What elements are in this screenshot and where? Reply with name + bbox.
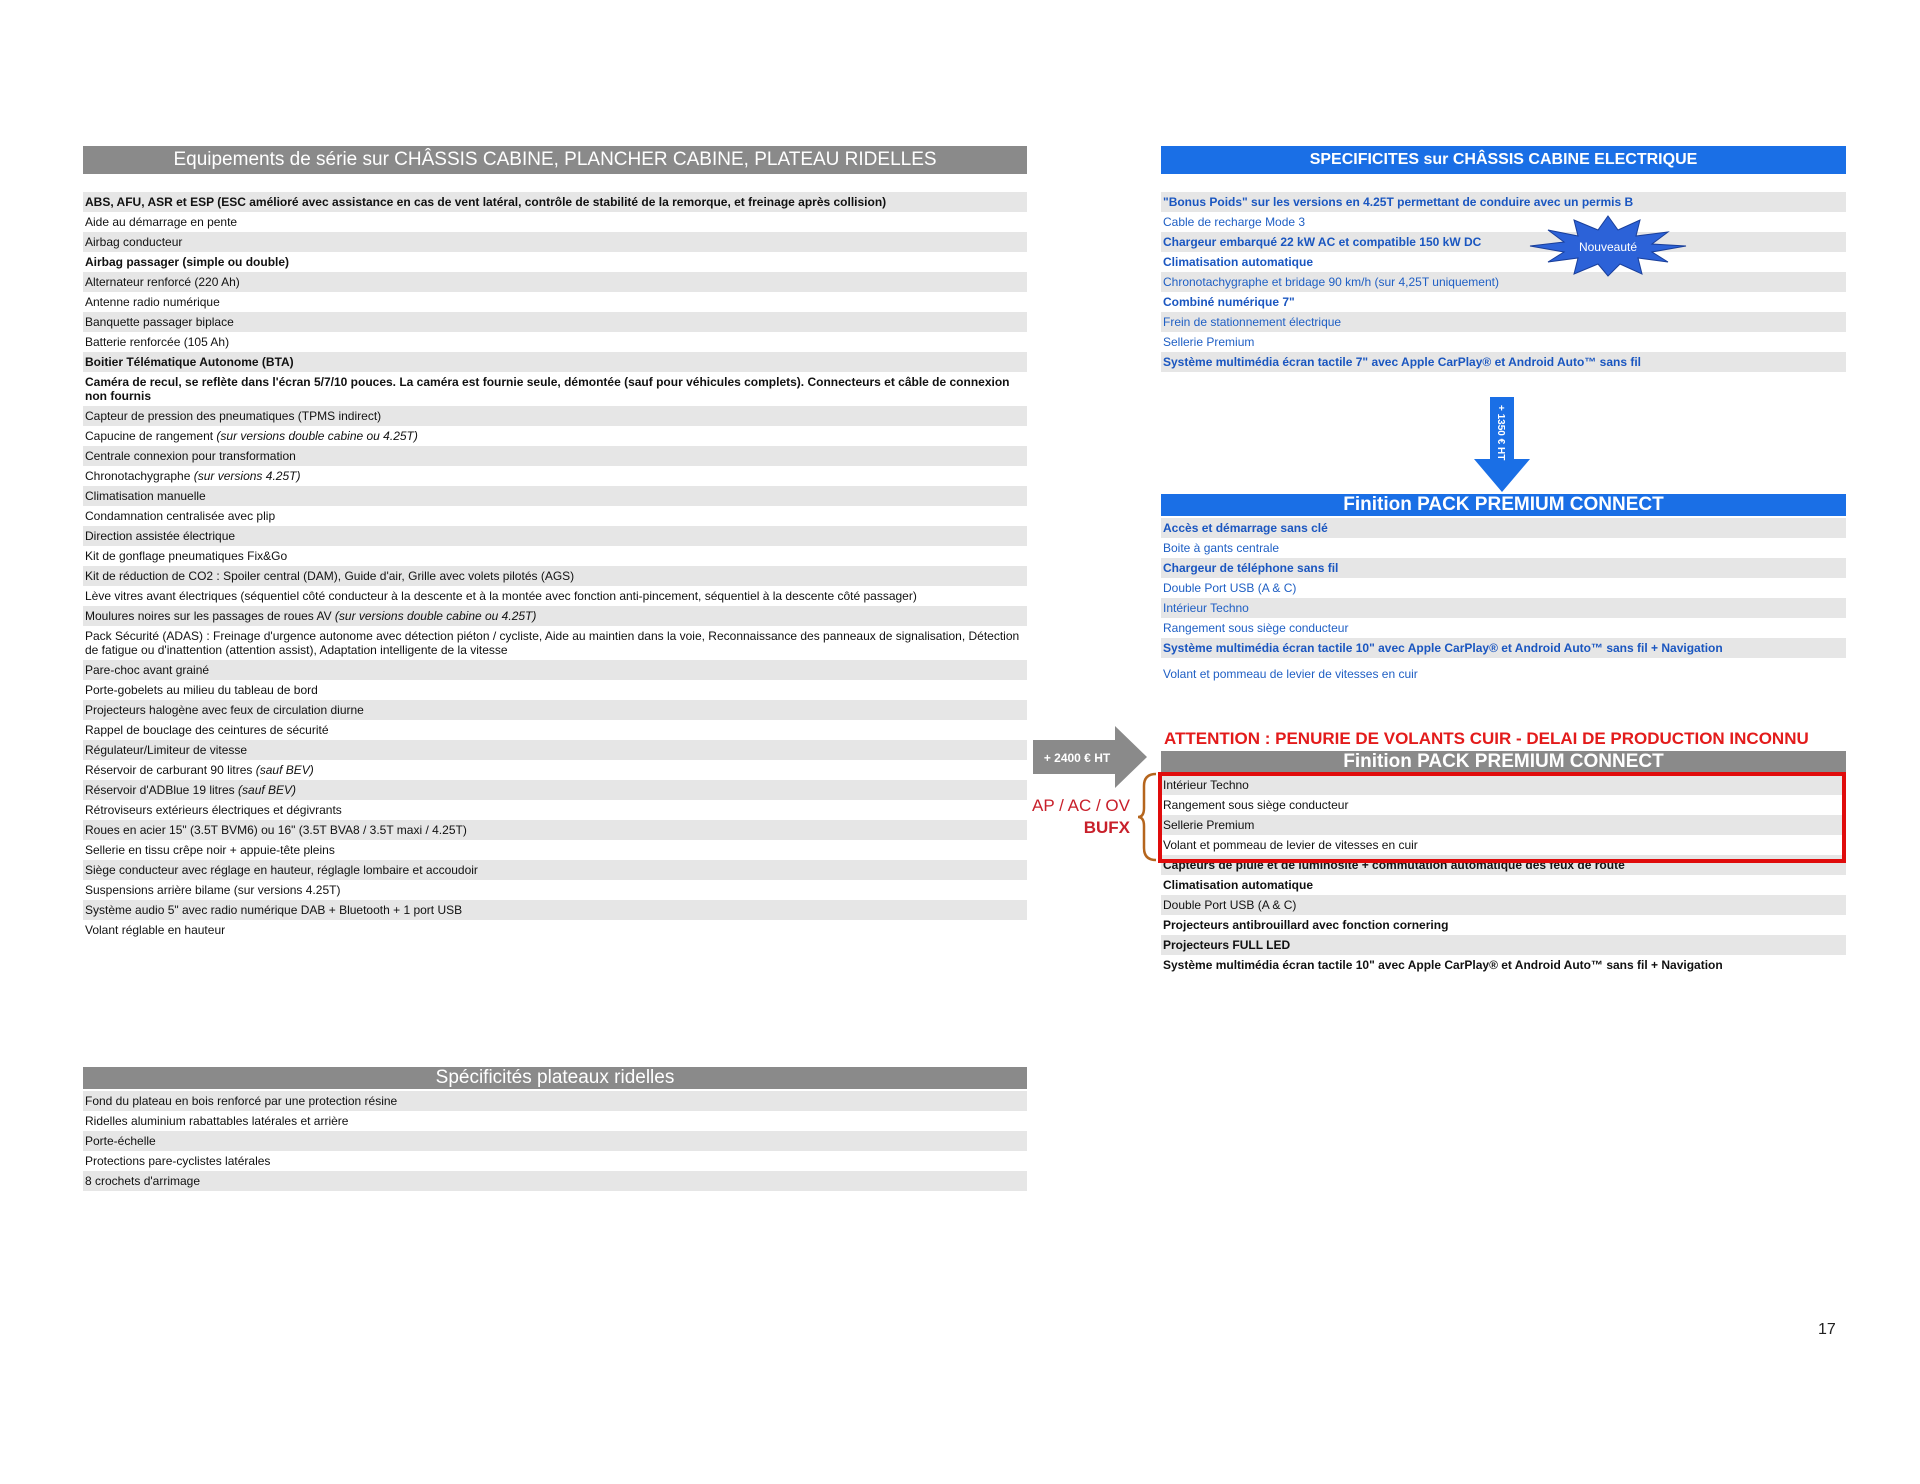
list-item xyxy=(1161,558,1846,578)
list-item xyxy=(83,192,1027,212)
list-item xyxy=(83,626,1027,660)
list-item xyxy=(83,466,1027,486)
list-item-text: Antenne radio numérique xyxy=(85,295,220,309)
list-item-note: (sur versions double cabine ou 4.25T) xyxy=(216,429,418,443)
standard-title: Equipements de série sur CHÂSSIS CABINE, PLANCHER CABINE, PLATEAU RIDELLES xyxy=(83,146,1027,174)
list-item-text: Boitier Télématique Autonome (BTA) xyxy=(85,355,294,369)
list-item xyxy=(83,586,1027,606)
list-item-text: Double Port USB (A & C) xyxy=(1163,581,1297,595)
list-item xyxy=(83,352,1027,372)
list-item-text: Rangement sous siège conducteur xyxy=(1163,621,1349,635)
list-item-text: Volant réglable en hauteur xyxy=(85,923,226,937)
list-item xyxy=(83,406,1027,426)
plateaux-list xyxy=(83,1091,1027,1191)
list-item xyxy=(83,780,1027,800)
list-item xyxy=(83,900,1027,920)
list-item xyxy=(1161,192,1846,212)
list-item xyxy=(1161,895,1846,915)
list-item xyxy=(1161,578,1846,598)
list-item xyxy=(1161,332,1846,352)
list-item xyxy=(1161,232,1846,252)
list-item xyxy=(1161,312,1846,332)
list-item xyxy=(83,660,1027,680)
brace-path xyxy=(1138,774,1156,860)
list-item xyxy=(1161,292,1846,312)
list-item-text: Climatisation manuelle xyxy=(85,489,206,503)
list-item-text: Airbag passager (simple ou double) xyxy=(85,255,290,269)
list-item-text: Double Port USB (A & C) xyxy=(1163,898,1297,912)
list-item-text: Climatisation automatique xyxy=(1163,878,1314,892)
list-item-text: Pare-choc avant grainé xyxy=(85,663,210,677)
list-item-text: Système multimédia écran tactile 10" avec Apple CarPlay® et Android Auto™ sans fil + Navigation xyxy=(1163,641,1723,655)
list-item xyxy=(83,232,1027,252)
list-item xyxy=(83,426,1027,446)
list-item xyxy=(83,526,1027,546)
list-item-text: Capteurs de pluie et de luminosité + commutation automatique des feux de route xyxy=(1163,858,1625,872)
list-item-text: Chronotachygraphe et bridage 90 km/h (sur 4,25T uniquement) xyxy=(1163,275,1499,289)
list-item xyxy=(1161,352,1846,372)
list-item-text: Porte-échelle xyxy=(85,1134,156,1148)
list-item-text: Chronotachygraphe xyxy=(85,469,194,483)
list-item-note: (sur versions 4.25T) xyxy=(193,469,301,483)
list-item-text: Alternateur renforcé (220 Ah) xyxy=(85,275,240,289)
list-item-text: "Bonus Poids" sur les versions en 4.25T permettant de conduire avec un permis B xyxy=(1163,195,1634,209)
list-item-note: (sauf BEV) xyxy=(238,783,297,797)
list-item-text: Condamnation centralisée avec plip xyxy=(85,509,276,523)
list-item-text: Airbag conducteur xyxy=(85,235,183,249)
list-item xyxy=(83,1111,1027,1131)
list-item-text: Pack Sécurité (ADAS) : Freinage d'urgence autonome avec détection piéton / cycliste, Aide au maintien dans la voie, Reconnaissance des panneaux de signalisation, Détection de fatigue ou d'inattention (attention assist), Adaptation intelligente de la vitesse xyxy=(85,629,1020,657)
list-item-text: Volant et pommeau de levier de vitesses en cuir xyxy=(1163,838,1418,852)
list-item xyxy=(83,720,1027,740)
list-item-text: Direction assistée électrique xyxy=(85,529,236,543)
list-item xyxy=(83,506,1027,526)
list-item-text: Cable de recharge Mode 3 xyxy=(1163,215,1306,229)
list-item-text: Climatisation automatique xyxy=(1163,255,1314,269)
list-item xyxy=(83,1131,1027,1151)
list-item xyxy=(83,546,1027,566)
list-item-text: Roues en acier 15" (3.5T BVM6) ou 16" (3.5T BVA8 / 3.5T maxi / 4.25T) xyxy=(85,823,467,837)
list-item xyxy=(1161,618,1846,638)
option-codes-line2: BUFX xyxy=(1083,818,1130,837)
list-item-note: (sur versions double cabine ou 4.25T) xyxy=(334,609,537,623)
list-item xyxy=(83,1091,1027,1111)
list-item-text: Projecteurs FULL LED xyxy=(1163,938,1291,952)
list-item-text: Rangement sous siège conducteur xyxy=(1163,798,1349,812)
upgrade-arrow xyxy=(1472,397,1532,493)
list-item xyxy=(83,860,1027,880)
list-item-text: Réservoir d'ADBlue 19 litres xyxy=(85,783,239,797)
list-item-text: Frein de stationnement électrique xyxy=(1163,315,1342,329)
option-codes-line1: AP / AC / OV xyxy=(1032,796,1130,815)
list-item xyxy=(83,606,1027,626)
list-item xyxy=(1161,252,1846,272)
list-item-note: (sauf BEV) xyxy=(255,763,314,777)
list-item-text: Intérieur Techno xyxy=(1163,778,1249,792)
list-item xyxy=(83,880,1027,900)
list-item xyxy=(83,486,1027,506)
list-item xyxy=(1161,538,1846,558)
list-item-text: Boite à gants centrale xyxy=(1163,541,1280,555)
list-item xyxy=(83,272,1027,292)
list-item-text: Siège conducteur avec réglage en hauteur, réglagle lombaire et accoudoir xyxy=(85,863,478,877)
list-item-text: Moulures noires sur les passages de roues AV xyxy=(85,609,335,623)
standard-list xyxy=(83,192,1027,940)
curly-brace xyxy=(1136,772,1160,862)
list-item-text: Aide au démarrage en pente xyxy=(85,215,238,229)
list-item xyxy=(83,800,1027,820)
list-item xyxy=(1161,658,1846,684)
pack-diesel-title: Finition PACK PREMIUM CONNECT xyxy=(1161,751,1846,773)
list-item-text: Intérieur Techno xyxy=(1163,601,1249,615)
price-arrow xyxy=(1033,726,1149,788)
list-item xyxy=(83,332,1027,352)
list-item xyxy=(83,920,1027,940)
list-item xyxy=(1161,875,1846,895)
list-item-text: Lève vitres avant électriques (séquentiel côté conducteur à la descente et à la montée avec fonction anti-pincement, séquentiel à la descente côté passager) xyxy=(85,589,917,603)
list-item-text: Caméra de recul, se reflète dans l'écran 5/7/10 pouces. La caméra est fournie seule, démontée (sauf pour véhicules complets). Connecteurs et câble de connexion non fournis xyxy=(85,375,1010,403)
list-item xyxy=(83,1151,1027,1171)
nouveaute-badge xyxy=(1528,214,1688,278)
list-item-text: Réservoir de carburant 90 litres xyxy=(85,763,256,777)
list-item-text: Système audio 5" avec radio numérique DAB + Bluetooth + 1 port USB xyxy=(85,903,463,917)
list-item-text: Centrale connexion pour transformation xyxy=(85,449,296,463)
list-item-text: Chargeur embarqué 22 kW AC et compatible 150 kW DC xyxy=(1163,235,1482,249)
list-item-text: Système multimédia écran tactile 7" avec Apple CarPlay® et Android Auto™ sans fil xyxy=(1163,355,1642,369)
pack-price-label: + 2400 € HT xyxy=(1043,751,1111,765)
list-item-text: Capucine de rangement xyxy=(85,429,217,443)
list-item-text: Capteur de pression des pneumatiques (TPMS indirect) xyxy=(85,409,382,423)
pack-electric-title: Finition PACK PREMIUM CONNECT xyxy=(1161,494,1846,516)
list-item-text: Système multimédia écran tactile 10" avec Apple CarPlay® et Android Auto™ sans fil + Navigation xyxy=(1163,958,1723,972)
list-item-text: Ridelles aluminium rabattables latérales et arrière xyxy=(85,1114,349,1128)
highlight-frame xyxy=(1158,772,1846,863)
electric-list xyxy=(1161,192,1846,372)
list-item-text: Sellerie en tissu crêpe noir + appuie-tête pleins xyxy=(85,843,335,857)
list-item-text: Suspensions arrière bilame (sur versions 4.25T) xyxy=(85,883,341,897)
list-item xyxy=(1161,598,1846,618)
plateaux-title: Spécificités plateaux ridelles xyxy=(83,1067,1027,1089)
list-item-text: Sellerie Premium xyxy=(1163,818,1255,832)
badge-label: Nouveauté xyxy=(1578,240,1638,254)
list-item xyxy=(1161,212,1846,232)
list-item-text: Porte-gobelets au milieu du tableau de bord xyxy=(85,683,318,697)
list-item xyxy=(83,680,1027,700)
list-item xyxy=(1161,518,1846,538)
option-codes xyxy=(1010,795,1130,839)
list-item-text: Batterie renforcée (105 Ah) xyxy=(85,335,230,349)
list-item-text: Accès et démarrage sans clé xyxy=(1163,521,1328,535)
list-item-text: Régulateur/Limiteur de vitesse xyxy=(85,743,248,757)
pack-electric-list xyxy=(1161,518,1846,684)
list-item xyxy=(83,212,1027,232)
list-item xyxy=(1161,272,1846,292)
page-number: 17 xyxy=(1818,1321,1836,1338)
list-item xyxy=(1161,915,1846,935)
list-item-text: Sellerie Premium xyxy=(1163,335,1255,349)
list-item xyxy=(1161,638,1846,658)
electric-title: SPECIFICITES sur CHÂSSIS CABINE ELECTRIQUE xyxy=(1161,146,1846,174)
list-item xyxy=(83,1171,1027,1191)
list-item xyxy=(1161,935,1846,955)
list-item xyxy=(83,446,1027,466)
list-item-text: Rétroviseurs extérieurs électriques et dégivrants xyxy=(85,803,342,817)
list-item-text: Projecteurs halogène avec feux de circulation diurne xyxy=(85,703,364,717)
list-item xyxy=(83,740,1027,760)
list-item-text: Kit de gonflage pneumatiques Fix&Go xyxy=(85,549,288,563)
list-item-text: Projecteurs antibrouillard avec fonction cornering xyxy=(1163,918,1449,932)
list-item-text: Kit de réduction de CO2 : Spoiler central (DAM), Guide d'air, Grille avec volets pilotés (AGS) xyxy=(85,569,575,583)
list-item-text: Banquette passager biplace xyxy=(85,315,234,329)
arrow-price-label: + 1350 € HT xyxy=(1495,405,1506,461)
list-item xyxy=(83,292,1027,312)
list-item xyxy=(83,820,1027,840)
list-item-text: Protections pare-cyclistes latérales xyxy=(85,1154,271,1168)
list-item-text: 8 crochets d'arrimage xyxy=(85,1174,201,1188)
list-item-text: Chargeur de téléphone sans fil xyxy=(1163,561,1339,575)
list-item-text: Fond du plateau en bois renforcé par une protection résine xyxy=(85,1094,398,1108)
list-item xyxy=(83,312,1027,332)
list-item xyxy=(83,840,1027,860)
list-item xyxy=(83,566,1027,586)
list-item xyxy=(83,372,1027,406)
list-item-text: Combiné numérique 7" xyxy=(1163,295,1295,309)
list-item-text: Rappel de bouclage des ceintures de sécurité xyxy=(85,723,329,737)
list-item xyxy=(83,760,1027,780)
list-item-text: Volant et pommeau de levier de vitesses en cuir xyxy=(1163,667,1418,681)
shortage-warning: ATTENTION : PENURIE DE VOLANTS CUIR - DELAI DE PRODUCTION INCONNU xyxy=(1164,729,1809,748)
list-item xyxy=(1161,955,1846,975)
list-item-text: ABS, AFU, ASR et ESP (ESC amélioré avec assistance en cas de vent latéral, contrôle de stabilité de la remorque, et freinage après collision) xyxy=(85,195,887,209)
list-item xyxy=(83,700,1027,720)
list-item xyxy=(83,252,1027,272)
